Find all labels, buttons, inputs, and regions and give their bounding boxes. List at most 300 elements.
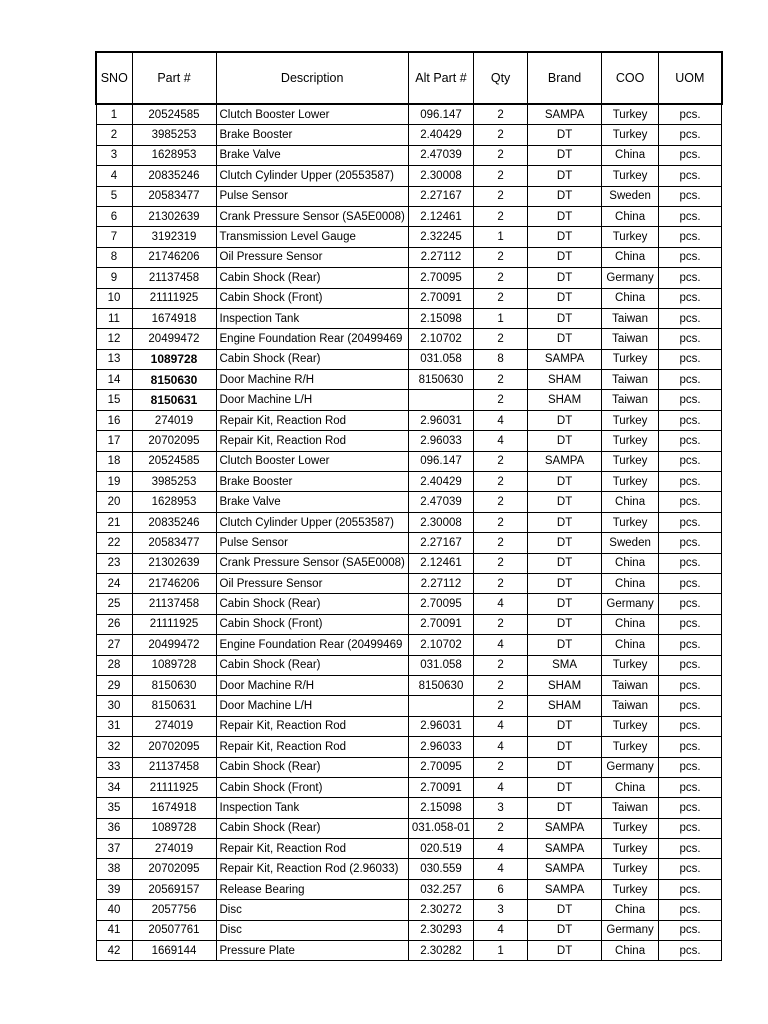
cell-uom: pcs.	[659, 573, 722, 593]
cell-qty: 4	[474, 594, 528, 614]
cell-part-number: 2057756	[132, 900, 216, 920]
cell-part-number: 21746206	[132, 247, 216, 267]
cell-uom: pcs.	[659, 879, 722, 899]
cell-description: Engine Foundation Rear (20499469	[216, 329, 408, 349]
cell-uom: pcs.	[659, 594, 722, 614]
cell-brand: DT	[528, 798, 602, 818]
cell-brand: DT	[528, 268, 602, 288]
cell-qty: 2	[474, 247, 528, 267]
cell-brand: DT	[528, 145, 602, 165]
cell-uom: pcs.	[659, 777, 722, 797]
cell-qty: 1	[474, 308, 528, 328]
cell-sno: 41	[96, 920, 132, 940]
cell-qty: 4	[474, 777, 528, 797]
cell-uom: pcs.	[659, 227, 722, 247]
cell-alt-part-number	[408, 390, 473, 410]
cell-description: Crank Pressure Sensor (SA5E0008)	[216, 206, 408, 226]
cell-coo: China	[602, 288, 659, 308]
cell-coo: Turkey	[602, 410, 659, 430]
cell-coo: Germany	[602, 268, 659, 288]
cell-brand: SHAM	[528, 370, 602, 390]
cell-alt-part-number: 2.27167	[408, 186, 473, 206]
cell-alt-part-number: 2.27112	[408, 573, 473, 593]
cell-coo: Germany	[602, 757, 659, 777]
cell-part-number: 1089728	[132, 818, 216, 838]
cell-part-number: 21302639	[132, 553, 216, 573]
cell-sno: 36	[96, 818, 132, 838]
cell-coo: China	[602, 145, 659, 165]
cell-qty: 2	[474, 472, 528, 492]
cell-alt-part-number: 2.96033	[408, 737, 473, 757]
cell-uom: pcs.	[659, 166, 722, 186]
cell-coo: China	[602, 247, 659, 267]
cell-brand: SAMPA	[528, 859, 602, 879]
cell-description: Repair Kit, Reaction Rod	[216, 839, 408, 859]
cell-coo: Turkey	[602, 716, 659, 736]
cell-alt-part-number: 2.12461	[408, 553, 473, 573]
cell-alt-part-number: 030.559	[408, 859, 473, 879]
cell-brand: SAMPA	[528, 104, 602, 125]
cell-part-number: 1089728	[132, 655, 216, 675]
cell-alt-part-number: 031.058-01	[408, 818, 473, 838]
cell-uom: pcs.	[659, 431, 722, 451]
cell-description: Pressure Plate	[216, 941, 408, 961]
cell-coo: Germany	[602, 594, 659, 614]
table-row	[96, 308, 722, 328]
cell-uom: pcs.	[659, 920, 722, 940]
cell-uom: pcs.	[659, 512, 722, 532]
cell-part-number: 21111925	[132, 614, 216, 634]
cell-uom: pcs.	[659, 370, 722, 390]
cell-qty: 2	[474, 573, 528, 593]
cell-qty: 2	[474, 655, 528, 675]
cell-coo: Sweden	[602, 533, 659, 553]
cell-uom: pcs.	[659, 839, 722, 859]
cell-coo: China	[602, 492, 659, 512]
cell-sno: 3	[96, 145, 132, 165]
cell-sno: 26	[96, 614, 132, 634]
cell-brand: SHAM	[528, 390, 602, 410]
table-row	[96, 451, 722, 471]
table-row	[96, 573, 722, 593]
cell-sno: 2	[96, 125, 132, 145]
cell-description: Clutch Booster Lower	[216, 451, 408, 471]
cell-brand: DT	[528, 900, 602, 920]
cell-part-number: 20702095	[132, 431, 216, 451]
cell-qty: 2	[474, 675, 528, 695]
cell-alt-part-number: 8150630	[408, 675, 473, 695]
cell-sno: 21	[96, 512, 132, 532]
cell-brand: DT	[528, 614, 602, 634]
table-row	[96, 390, 722, 410]
cell-coo: Turkey	[602, 125, 659, 145]
cell-part-number: 20835246	[132, 166, 216, 186]
cell-brand: DT	[528, 247, 602, 267]
cell-uom: pcs.	[659, 941, 722, 961]
cell-qty: 2	[474, 268, 528, 288]
cell-qty: 6	[474, 879, 528, 899]
cell-description: Repair Kit, Reaction Rod	[216, 737, 408, 757]
cell-sno: 42	[96, 941, 132, 961]
cell-alt-part-number: 2.27112	[408, 247, 473, 267]
cell-description: Door Machine L/H	[216, 696, 408, 716]
cell-brand: SAMPA	[528, 879, 602, 899]
cell-description: Transmission Level Gauge	[216, 227, 408, 247]
cell-qty: 1	[474, 941, 528, 961]
cell-coo: China	[602, 900, 659, 920]
table-row	[96, 859, 722, 879]
cell-coo: Turkey	[602, 879, 659, 899]
cell-alt-part-number: 2.30008	[408, 166, 473, 186]
cell-sno: 15	[96, 390, 132, 410]
cell-coo: Turkey	[602, 451, 659, 471]
cell-uom: pcs.	[659, 410, 722, 430]
header-row	[96, 52, 722, 104]
cell-brand: DT	[528, 410, 602, 430]
cell-uom: pcs.	[659, 125, 722, 145]
cell-coo: Turkey	[602, 349, 659, 369]
cell-coo: Germany	[602, 920, 659, 940]
cell-coo: China	[602, 614, 659, 634]
cell-brand: DT	[528, 573, 602, 593]
cell-qty: 4	[474, 859, 528, 879]
table-row	[96, 410, 722, 430]
cell-description: Door Machine R/H	[216, 370, 408, 390]
cell-sno: 6	[96, 206, 132, 226]
table-row	[96, 288, 722, 308]
table-row	[96, 227, 722, 247]
cell-qty: 2	[474, 614, 528, 634]
cell-qty: 2	[474, 492, 528, 512]
cell-brand: DT	[528, 125, 602, 145]
cell-coo: Taiwan	[602, 308, 659, 328]
cell-sno: 29	[96, 675, 132, 695]
table-row	[96, 777, 722, 797]
cell-description: Inspection Tank	[216, 798, 408, 818]
cell-brand: DT	[528, 431, 602, 451]
cell-part-number: 21746206	[132, 573, 216, 593]
cell-coo: China	[602, 573, 659, 593]
cell-uom: pcs.	[659, 818, 722, 838]
table-row	[96, 329, 722, 349]
cell-brand: DT	[528, 777, 602, 797]
cell-brand: SAMPA	[528, 818, 602, 838]
cell-uom: pcs.	[659, 451, 722, 471]
cell-description: Oil Pressure Sensor	[216, 573, 408, 593]
table-row	[96, 900, 722, 920]
cell-brand: DT	[528, 166, 602, 186]
cell-qty: 4	[474, 716, 528, 736]
cell-part-number: 20499472	[132, 635, 216, 655]
cell-description: Release Bearing	[216, 879, 408, 899]
cell-description: Inspection Tank	[216, 308, 408, 328]
cell-sno: 9	[96, 268, 132, 288]
cell-brand: DT	[528, 553, 602, 573]
cell-coo: Taiwan	[602, 696, 659, 716]
cell-uom: pcs.	[659, 145, 722, 165]
cell-description: Disc	[216, 920, 408, 940]
cell-description: Cabin Shock (Front)	[216, 288, 408, 308]
cell-sno: 35	[96, 798, 132, 818]
cell-alt-part-number: 2.70095	[408, 268, 473, 288]
cell-uom: pcs.	[659, 635, 722, 655]
cell-part-number: 21137458	[132, 594, 216, 614]
cell-qty: 2	[474, 104, 528, 125]
cell-alt-part-number: 020.519	[408, 839, 473, 859]
cell-alt-part-number: 2.96031	[408, 410, 473, 430]
cell-uom: pcs.	[659, 900, 722, 920]
cell-coo: Turkey	[602, 737, 659, 757]
cell-alt-part-number	[408, 696, 473, 716]
cell-description: Clutch Booster Lower	[216, 104, 408, 125]
parts-table	[95, 51, 723, 961]
cell-part-number: 20524585	[132, 451, 216, 471]
cell-sno: 22	[96, 533, 132, 553]
cell-part-number: 274019	[132, 410, 216, 430]
cell-sno: 16	[96, 410, 132, 430]
table-row	[96, 839, 722, 859]
cell-qty: 2	[474, 166, 528, 186]
cell-alt-part-number: 2.70095	[408, 757, 473, 777]
cell-qty: 2	[474, 145, 528, 165]
cell-qty: 2	[474, 818, 528, 838]
cell-description: Repair Kit, Reaction Rod	[216, 716, 408, 736]
cell-sno: 4	[96, 166, 132, 186]
cell-alt-part-number: 8150630	[408, 370, 473, 390]
cell-sno: 33	[96, 757, 132, 777]
header-sno: SNO	[96, 52, 132, 104]
cell-uom: pcs.	[659, 716, 722, 736]
table-row	[96, 247, 722, 267]
cell-part-number: 20835246	[132, 512, 216, 532]
cell-part-number: 1674918	[132, 308, 216, 328]
cell-sno: 34	[96, 777, 132, 797]
cell-uom: pcs.	[659, 696, 722, 716]
header-qty: Qty	[474, 52, 528, 104]
cell-coo: China	[602, 635, 659, 655]
cell-brand: SAMPA	[528, 839, 602, 859]
cell-sno: 10	[96, 288, 132, 308]
cell-qty: 2	[474, 696, 528, 716]
cell-qty: 3	[474, 798, 528, 818]
table-row	[96, 472, 722, 492]
cell-uom: pcs.	[659, 737, 722, 757]
cell-uom: pcs.	[659, 798, 722, 818]
cell-coo: China	[602, 206, 659, 226]
cell-part-number: 3985253	[132, 125, 216, 145]
table-row	[96, 920, 722, 940]
cell-qty: 2	[474, 390, 528, 410]
cell-description: Door Machine R/H	[216, 675, 408, 695]
cell-sno: 1	[96, 104, 132, 125]
cell-part-number: 1628953	[132, 492, 216, 512]
cell-qty: 2	[474, 512, 528, 532]
cell-part-number: 20569157	[132, 879, 216, 899]
cell-qty: 2	[474, 125, 528, 145]
cell-qty: 2	[474, 553, 528, 573]
cell-sno: 8	[96, 247, 132, 267]
header-description: Description	[216, 52, 408, 104]
cell-brand: DT	[528, 329, 602, 349]
cell-uom: pcs.	[659, 655, 722, 675]
cell-sno: 13	[96, 349, 132, 369]
cell-brand: DT	[528, 512, 602, 532]
cell-sno: 18	[96, 451, 132, 471]
cell-part-number: 8150631	[132, 390, 216, 410]
cell-sno: 39	[96, 879, 132, 899]
cell-sno: 32	[96, 737, 132, 757]
cell-coo: Turkey	[602, 655, 659, 675]
cell-brand: SHAM	[528, 696, 602, 716]
cell-sno: 38	[96, 859, 132, 879]
cell-uom: pcs.	[659, 206, 722, 226]
cell-part-number: 274019	[132, 716, 216, 736]
cell-part-number: 21137458	[132, 268, 216, 288]
cell-brand: DT	[528, 308, 602, 328]
cell-brand: DT	[528, 472, 602, 492]
cell-description: Pulse Sensor	[216, 186, 408, 206]
cell-alt-part-number: 2.12461	[408, 206, 473, 226]
header-alt-part-number: Alt Part #	[408, 52, 473, 104]
table-row	[96, 696, 722, 716]
table-row	[96, 941, 722, 961]
cell-qty: 2	[474, 186, 528, 206]
cell-description: Cabin Shock (Rear)	[216, 349, 408, 369]
cell-part-number: 20524585	[132, 104, 216, 125]
cell-description: Cabin Shock (Rear)	[216, 757, 408, 777]
cell-alt-part-number: 032.257	[408, 879, 473, 899]
cell-part-number: 20702095	[132, 859, 216, 879]
cell-coo: Taiwan	[602, 370, 659, 390]
table-row	[96, 757, 722, 777]
cell-coo: Taiwan	[602, 675, 659, 695]
cell-brand: DT	[528, 716, 602, 736]
cell-description: Cabin Shock (Rear)	[216, 818, 408, 838]
table-row	[96, 614, 722, 634]
cell-part-number: 3192319	[132, 227, 216, 247]
cell-part-number: 20583477	[132, 533, 216, 553]
cell-description: Repair Kit, Reaction Rod	[216, 431, 408, 451]
cell-alt-part-number: 2.47039	[408, 145, 473, 165]
cell-brand: DT	[528, 737, 602, 757]
table-row	[96, 655, 722, 675]
cell-uom: pcs.	[659, 186, 722, 206]
cell-qty: 2	[474, 206, 528, 226]
cell-qty: 4	[474, 635, 528, 655]
cell-alt-part-number: 2.32245	[408, 227, 473, 247]
cell-part-number: 8150630	[132, 370, 216, 390]
cell-part-number: 1674918	[132, 798, 216, 818]
cell-alt-part-number: 096.147	[408, 451, 473, 471]
table-row	[96, 512, 722, 532]
cell-uom: pcs.	[659, 675, 722, 695]
cell-coo: China	[602, 777, 659, 797]
table-row	[96, 716, 722, 736]
cell-part-number: 21137458	[132, 757, 216, 777]
cell-uom: pcs.	[659, 104, 722, 125]
cell-alt-part-number: 2.70091	[408, 288, 473, 308]
cell-uom: pcs.	[659, 288, 722, 308]
cell-description: Brake Valve	[216, 145, 408, 165]
cell-description: Cabin Shock (Rear)	[216, 594, 408, 614]
cell-part-number: 21111925	[132, 288, 216, 308]
cell-description: Clutch Cylinder Upper (20553587)	[216, 512, 408, 532]
cell-part-number: 1628953	[132, 145, 216, 165]
cell-alt-part-number: 2.30008	[408, 512, 473, 532]
cell-uom: pcs.	[659, 329, 722, 349]
cell-alt-part-number: 2.30272	[408, 900, 473, 920]
cell-qty: 4	[474, 431, 528, 451]
table-row	[96, 268, 722, 288]
cell-brand: DT	[528, 227, 602, 247]
cell-qty: 2	[474, 370, 528, 390]
cell-brand: DT	[528, 492, 602, 512]
table-row	[96, 635, 722, 655]
cell-uom: pcs.	[659, 247, 722, 267]
cell-alt-part-number: 2.30293	[408, 920, 473, 940]
cell-alt-part-number: 2.70091	[408, 614, 473, 634]
cell-alt-part-number: 2.96033	[408, 431, 473, 451]
cell-part-number: 8150631	[132, 696, 216, 716]
cell-coo: Turkey	[602, 166, 659, 186]
cell-alt-part-number: 031.058	[408, 655, 473, 675]
cell-part-number: 21111925	[132, 777, 216, 797]
cell-description: Oil Pressure Sensor	[216, 247, 408, 267]
table-row	[96, 206, 722, 226]
cell-description: Cabin Shock (Rear)	[216, 655, 408, 675]
table-row	[96, 431, 722, 451]
table-row	[96, 798, 722, 818]
cell-brand: DT	[528, 186, 602, 206]
cell-sno: 5	[96, 186, 132, 206]
cell-coo: China	[602, 553, 659, 573]
cell-qty: 8	[474, 349, 528, 369]
cell-qty: 2	[474, 451, 528, 471]
cell-alt-part-number: 2.15098	[408, 308, 473, 328]
cell-brand: DT	[528, 594, 602, 614]
cell-coo: Turkey	[602, 227, 659, 247]
cell-coo: Sweden	[602, 186, 659, 206]
cell-uom: pcs.	[659, 472, 722, 492]
cell-alt-part-number: 2.47039	[408, 492, 473, 512]
cell-description: Brake Booster	[216, 472, 408, 492]
cell-coo: Turkey	[602, 818, 659, 838]
cell-brand: DT	[528, 206, 602, 226]
table-row	[96, 125, 722, 145]
cell-sno: 28	[96, 655, 132, 675]
header-uom: UOM	[659, 52, 722, 104]
cell-part-number: 3985253	[132, 472, 216, 492]
cell-part-number: 20499472	[132, 329, 216, 349]
cell-alt-part-number: 2.10702	[408, 329, 473, 349]
cell-part-number: 1669144	[132, 941, 216, 961]
cell-brand: DT	[528, 533, 602, 553]
table-row	[96, 675, 722, 695]
cell-part-number: 20583477	[132, 186, 216, 206]
cell-description: Cabin Shock (Front)	[216, 777, 408, 797]
cell-sno: 17	[96, 431, 132, 451]
cell-qty: 4	[474, 737, 528, 757]
cell-description: Pulse Sensor	[216, 533, 408, 553]
cell-uom: pcs.	[659, 390, 722, 410]
cell-description: Brake Booster	[216, 125, 408, 145]
cell-uom: pcs.	[659, 553, 722, 573]
cell-part-number: 20702095	[132, 737, 216, 757]
cell-brand: SAMPA	[528, 451, 602, 471]
cell-uom: pcs.	[659, 757, 722, 777]
table-header	[96, 52, 722, 104]
cell-uom: pcs.	[659, 614, 722, 634]
